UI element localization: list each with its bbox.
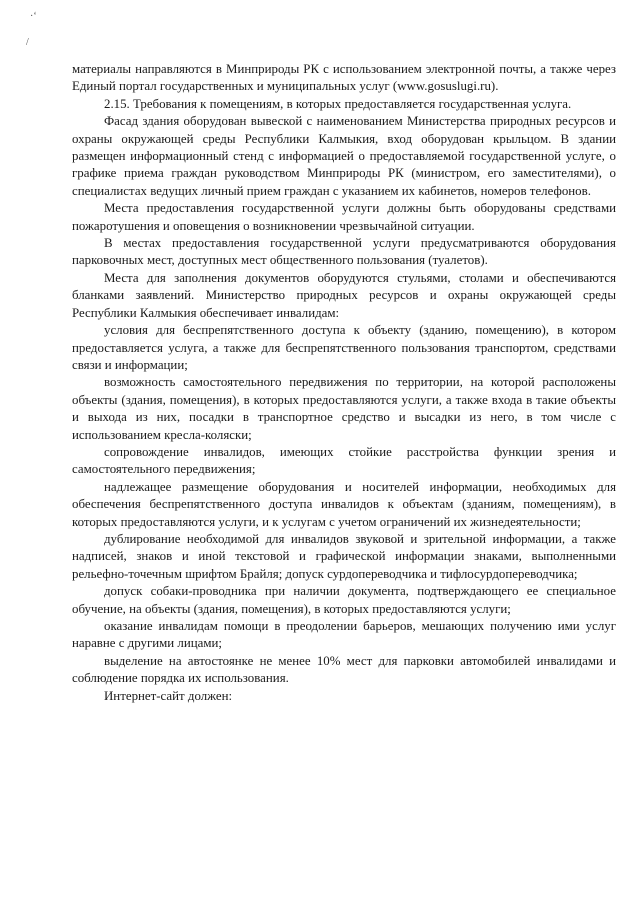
list-item: оказание инвалидам помощи в преодолении барьеров, мешающих получению ими услуг наравне с другими лицами; — [72, 619, 616, 651]
list-item: возможность самостоятельного передвижения по территории, на которой расположены объекты (здания, помещения), в которых предоставляются услуги, а также входа в такие объекты и выхода из них, посадки в транспортное средство и высадки из него, в том числе с использованием кресла-коляски; — [72, 375, 616, 442]
scan-artifact-mark: / — [26, 37, 29, 48]
list-item: допуск собаки-проводника при наличии документа, подтверждающего ее специальное обучение, на объекты (здания, помещения), в которых предоставляются услуги; — [72, 584, 616, 616]
paragraph: Места предоставления государственной услуги должны быть оборудованы средствами пожаротушения и оповещения о возникновении чрезвычайной ситуации. — [72, 201, 616, 233]
paragraph: Места для заполнения документов оборудуются стульями, столами и обеспечиваются бланками заявлений. Министерство природных ресурсов и охраны окружающей среды Республики Калмыкия обеспечивает инвалидам: — [72, 270, 616, 320]
document-body — [72, 61, 616, 705]
list-item: выделение на автостоянке не менее 10% мест для парковки автомобилей инвалидами и соблюдение порядка их использования. — [72, 653, 616, 686]
list-item: дублирование необходимой для инвалидов звуковой и зрительной информации, а также надписей, знаков и иной текстовой и графической информации знаками, выполненными рельефно-точечным шрифтом Брайля; допуск сурдопереводчика и тифлосурдопереводчика; — [72, 531, 616, 581]
scan-artifact-mark: ·‘ — [30, 11, 37, 22]
paragraph: материалы направляются в Минприроды РК с использованием электронной почты, а также через Единый портал государственных и муниципальных услуг (www.gosuslugi.ru). — [72, 62, 616, 94]
list-item: надлежащее размещение оборудования и носителей информации, необходимых для обеспечения беспрепятственного доступа инвалидов к объектам (зданиям, помещениям), в которых предоставляются услуги, и к услугам с учетом ограничений их жизнедеятельности; — [72, 479, 616, 529]
section-heading: 2.15. Требования к помещениям, в которых предоставляется государственная услуга. — [104, 96, 572, 111]
list-item: сопровождение инвалидов, имеющих стойкие расстройства функции зрения и самостоятельного передвижения; — [72, 444, 616, 477]
paragraph: Интернет-сайт должен: — [104, 688, 233, 703]
list-item: условия для беспрепятственного доступа к объекту (зданию, помещению), в котором предоставляется услуга, а также для беспрепятственного пользования транспортом, средствами связи и информации; — [72, 323, 616, 372]
paragraph: Фасад здания оборудован вывеской с наименованием Министерства природных ресурсов и охраны окружающей среды Республики Калмыкия, вход оборудован крыльцом. В здании размещен информационный стенд с информацией о предоставляемой государственной услуге, о графике приема граждан руководством Минприроды РК (министром, его заместителями), о специалистах ведущих личный прием граждан с указанием их кабинетов, номеров телефонов. — [72, 114, 616, 198]
paragraph: В местах предоставления государственной услуги предусматриваются оборудования парковочных мест, доступных мест общественного пользования (туалетов). — [72, 236, 616, 268]
